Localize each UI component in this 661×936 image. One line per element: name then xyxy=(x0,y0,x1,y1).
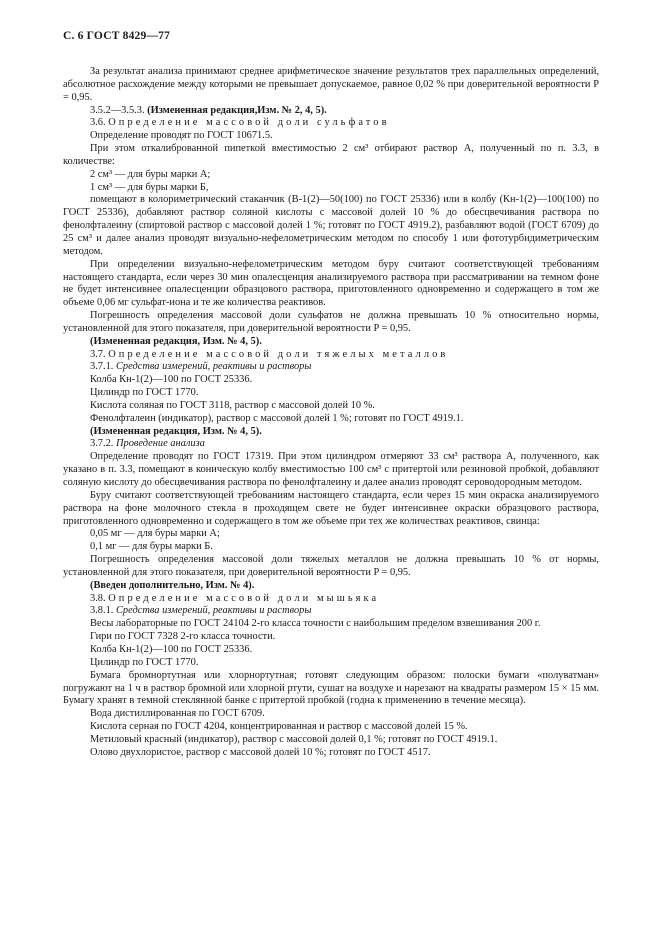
paragraph: Определение проводят по ГОСТ 10671.5. xyxy=(90,130,273,142)
list-item: 0,05 мг — для буры марки А; xyxy=(90,528,220,540)
revision-note: (Измененная редакция, Изм. № 4, 5). xyxy=(90,425,262,437)
list-item: Фенолфталеин (индикатор), раствор с массовой долей 1 %; готовят по ГОСТ 4919.1. xyxy=(90,412,464,424)
list-item: 2 см³ — для буры марки А; xyxy=(90,168,211,180)
list-item: 0,1 мг — для буры марки Б. xyxy=(90,541,213,553)
list-item: Колба Кн-1(2)—100 по ГОСТ 25336. xyxy=(90,643,253,655)
list-item: Кислота серная по ГОСТ 4204, концентрированная и раствор с массовой долей 15 %. xyxy=(90,721,468,733)
list-item: Вода дистиллированная по ГОСТ 6709. xyxy=(90,708,265,720)
paragraph: При этом откалиброванной пипеткой вместимостью 2 см³ отбирают раствор А, полученный по п. 3.3, в количестве: xyxy=(63,143,599,167)
paragraph: Погрешность определения массовой доли тяжелых металлов не должна превышать 10 % от нормы, установленной для этого показателя, при доверительной вероятности P = 0,95. xyxy=(63,554,599,578)
section-3-5-2 xyxy=(63,105,599,118)
revision-note: (Введен дополнительно, Изм. № 4). xyxy=(90,579,255,591)
paragraph: помещают в колориметрический стаканчик (В-1(2)—50(100) по ГОСТ 25336) или в колбу (Кн-1(2)—100(100) по ГОСТ 25336), добавляют раствор соляной кислоты с массовой долей 10 % до обесцвечивания раствора по фенолфталеину (спиртовой раствор с массовой долей 1 %; готовят по ГОСТ 4919.2), разбавляют водой (ГОСТ 6709) до 25 см³ и далее анализ проводят визуально-нефелометрическим методом по способу 1 или фототурбидиметрическим методом. xyxy=(63,194,599,257)
list-item: Цилиндр по ГОСТ 1770. xyxy=(90,656,199,668)
list-item: 1 см³ — для буры марки Б, xyxy=(90,181,209,193)
section-title: Средства измерений, реактивы и растворы xyxy=(116,605,312,617)
section-number: 3.7. xyxy=(90,348,106,360)
section-3-7-1-heading xyxy=(63,361,599,374)
list-item: Цилиндр по ГОСТ 1770. xyxy=(90,387,199,399)
section-3-8-heading xyxy=(63,593,599,606)
section-title: Определение массовой доли тяжелых металлов xyxy=(108,348,449,360)
section-number: 3.7.1. xyxy=(90,361,114,373)
page-header: С. 6 ГОСТ 8429—77 xyxy=(63,30,171,42)
paragraph: Бумага бромнортутная или хлорнортутная; готовят следующим образом: полоски бумаги «полуватман» погружают на 1 ч в раствор бромной или хлорной ртути, сушат на воздухе и нарезают на квадраты размером 15 × 15 мм. Бумагу хранят в темной стеклянной банке с притертой пробкой (годна к применению в течение месяца). xyxy=(63,669,599,707)
list-item: Олово двухлористое, раствор с массовой долей 10 %; готовят по ГОСТ 4517. xyxy=(90,746,431,758)
section-number: 3.6. xyxy=(90,117,106,129)
section-3-7-heading xyxy=(63,349,599,362)
section-title: Проведение анализа xyxy=(116,438,205,450)
paragraph: Погрешность определения массовой доли сульфатов не должна превышать 10 % относительно нормы, установленной для этого показателя, при доверительной вероятности P = 0,95. xyxy=(63,310,599,334)
section-number: 3.8. xyxy=(90,592,106,604)
section-number: 3.8.1. xyxy=(90,605,114,617)
section-title: Определение массовой доли мышьяка xyxy=(108,592,380,604)
revision-note: (Измененная редакция, Изм. № 4, 5). xyxy=(90,335,262,347)
section-3-6-heading xyxy=(63,117,599,130)
paragraph: Определение проводят по ГОСТ 17319. При этом цилиндром отмеряют 33 см³ раствора А, полученного, как указано в п. 3.3, помещают в коническую колбу вместимостью 100 см³ с притертой или резиновой пробкой, добавляют соляную кислоту до обесцвечивания раствора по фенолфталеину и далее анализ проводят сероводородным методом. xyxy=(63,451,599,488)
list-item: Кислота соляная по ГОСТ 3118, раствор с массовой долей 10 %. xyxy=(90,399,375,411)
revision-note: (Измененная редакция,Изм. № 2, 4, 5). xyxy=(147,104,327,116)
section-3-7-2-heading xyxy=(63,438,599,451)
paragraph: Буру считают соответствующей требованиям настоящего стандарта, если через 15 мин окраска анализируемого раствора на фоне молочного стекла в проходящем свете не будет интенсивнее окраски образцового раствора, приготовленного одновременно и содержащего в том же объеме при тех же количествах реактивов, свинца: xyxy=(63,489,599,527)
list-item: Гири по ГОСТ 7328 2-го класса точности. xyxy=(90,631,276,643)
section-number: 3.5.2—3.5.3. xyxy=(90,104,145,116)
section-number: 3.7.2. xyxy=(90,438,114,450)
paragraph: При определении визуально-нефелометрическим методом буру считают соответствующей требованиям настоящего стандарта, если через 30 мин опалесценция анализируемого раствора при рассматривании на темном фоне не будет интенсивнее опалесценции образцового раствора, приготовленного одновременно и содержащего в том же объеме 0,06 мг сульфат-иона и те же количества реактивов. xyxy=(63,258,599,309)
list-item: Весы лабораторные по ГОСТ 24104 2-го класса точности с наибольшим пределом взвешивания 200 г. xyxy=(90,618,541,630)
section-title: Средства измерений, реактивы и растворы xyxy=(116,361,312,373)
section-title: Определение массовой доли сульфатов xyxy=(108,117,390,129)
paragraph: За результат анализа принимают среднее арифметическое значение результатов трех параллельных определений, абсолютное расхождение между которыми не превышает допускаемое, равное 0,02 % при доверительной вероятности P = 0,95. xyxy=(63,66,599,103)
document-body xyxy=(63,66,599,760)
list-item: Колба Кн-1(2)—100 по ГОСТ 25336. xyxy=(90,374,253,386)
section-3-8-1-heading xyxy=(63,605,599,618)
list-item: Метиловый красный (индикатор), раствор с массовой долей 0,1 %; готовят по ГОСТ 4919.1. xyxy=(90,733,498,745)
